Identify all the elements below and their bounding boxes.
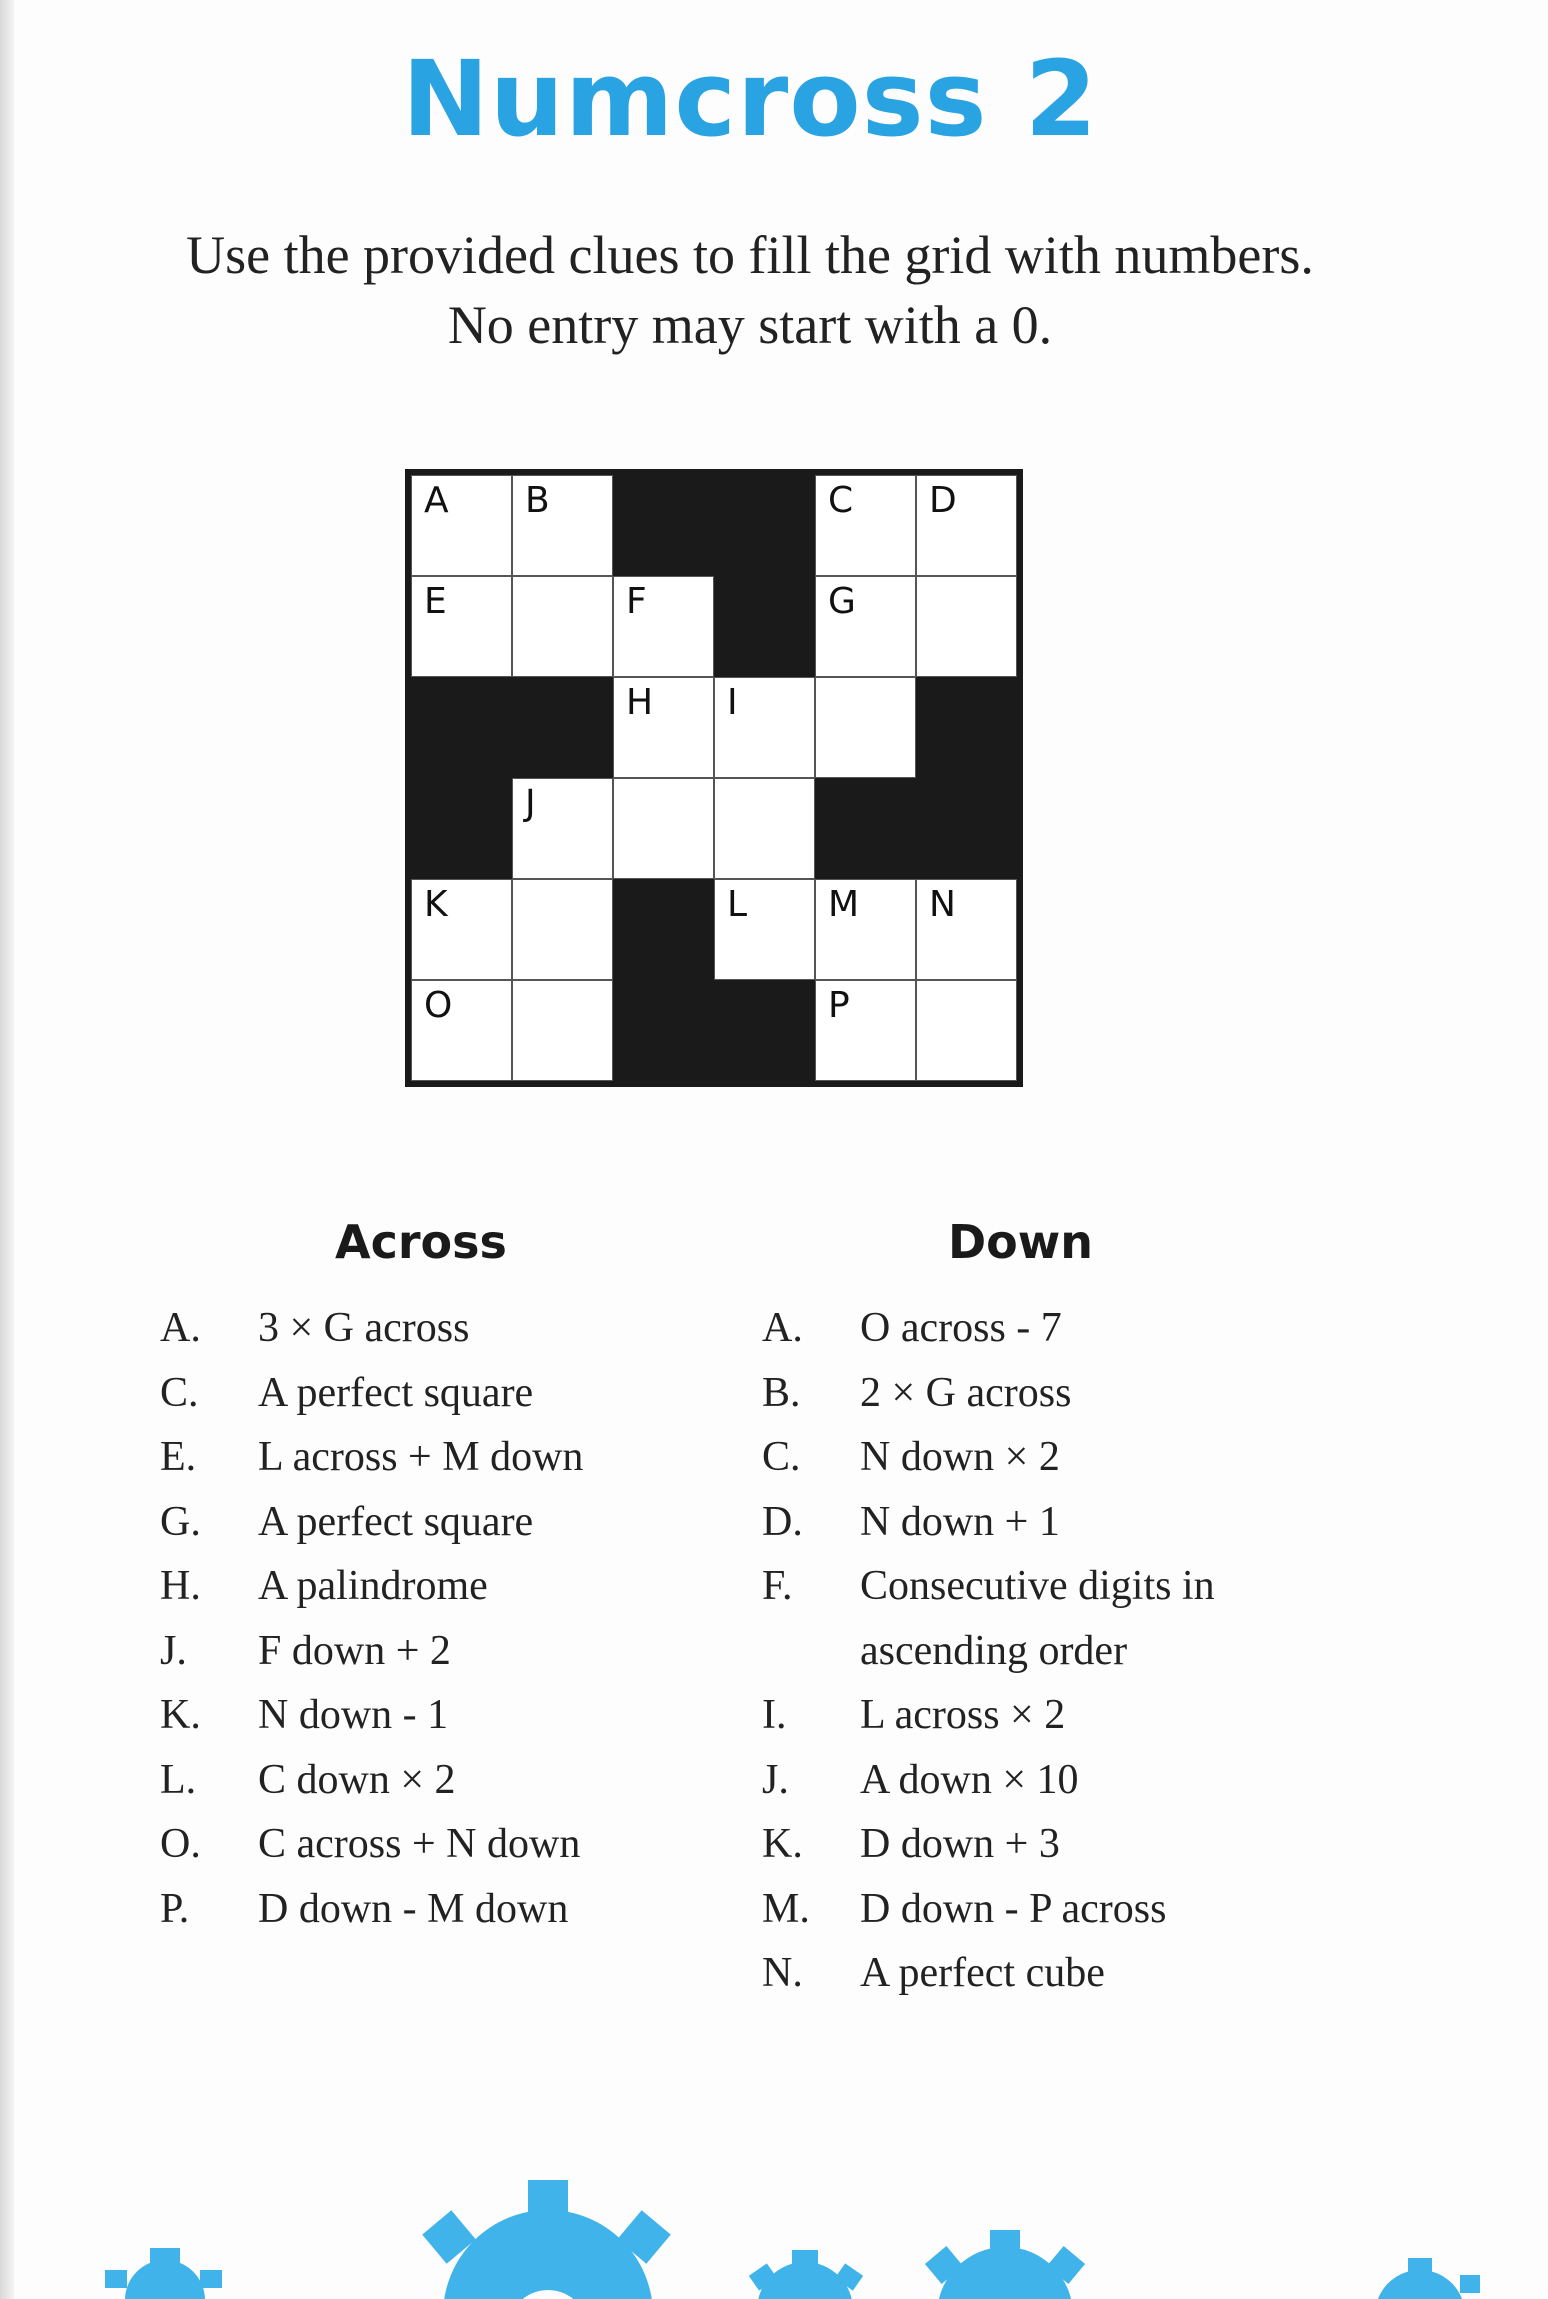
grid-cell[interactable] bbox=[613, 576, 714, 677]
down-clue-list bbox=[762, 1296, 1382, 2006]
clue-text: A perfect cube bbox=[860, 1950, 1105, 1996]
clue-label: O. bbox=[160, 1821, 201, 1867]
grid-cell-black bbox=[512, 677, 613, 778]
clue-text: 3 × G across bbox=[258, 1305, 470, 1351]
cell-label: O bbox=[424, 985, 453, 1026]
grid-cell[interactable] bbox=[512, 475, 613, 576]
down-clue bbox=[762, 1554, 1382, 1619]
clue-label: N. bbox=[762, 1950, 803, 1996]
gear-icon bbox=[749, 2250, 863, 2299]
cell-label: K bbox=[424, 884, 448, 925]
clue-label: C. bbox=[762, 1434, 801, 1480]
clue-text: D down - M down bbox=[258, 1885, 569, 1932]
cell-label: J bbox=[525, 783, 536, 824]
cell-label: C bbox=[828, 480, 854, 521]
clue-text: A palindrome bbox=[258, 1563, 488, 1609]
grid-cell-black bbox=[916, 677, 1017, 778]
grid-cell[interactable] bbox=[815, 980, 916, 1081]
cell-label: M bbox=[828, 884, 860, 925]
gear-decoration bbox=[0, 2140, 1548, 2299]
across-clue bbox=[160, 1425, 680, 1490]
clue-text: 2 × G across bbox=[860, 1369, 1072, 1416]
cell-label: P bbox=[828, 985, 850, 1026]
down-clue bbox=[762, 1361, 1382, 1426]
clue-text: Consecutive digits in bbox=[860, 1563, 1215, 1609]
grid-cell[interactable] bbox=[815, 475, 916, 576]
down-clue bbox=[762, 1748, 1382, 1813]
grid-cell[interactable] bbox=[815, 677, 916, 778]
across-clue bbox=[160, 1877, 680, 1942]
cell-label: E bbox=[424, 581, 447, 622]
cell-label: H bbox=[626, 682, 654, 723]
clue-label: K. bbox=[762, 1821, 803, 1867]
clue-text: L across + M down bbox=[258, 1434, 584, 1480]
clue-label: P. bbox=[160, 1885, 190, 1932]
clue-text: O across - 7 bbox=[860, 1305, 1062, 1351]
clue-text: A perfect square bbox=[258, 1498, 534, 1545]
grid-cell-black bbox=[714, 475, 815, 576]
clue-text: F down + 2 bbox=[258, 1627, 451, 1674]
clue-text: A down × 10 bbox=[860, 1756, 1079, 1803]
cell-label: I bbox=[727, 682, 738, 723]
grid-cell[interactable] bbox=[916, 576, 1017, 677]
down-heading: Down bbox=[948, 1215, 1094, 1269]
grid-cell-black bbox=[613, 475, 714, 576]
grid-cell-black bbox=[613, 980, 714, 1081]
down-clue bbox=[762, 1812, 1382, 1877]
clue-label: H. bbox=[160, 1563, 201, 1609]
grid-cell[interactable] bbox=[613, 778, 714, 879]
grid-cell-black bbox=[613, 879, 714, 980]
cell-label: B bbox=[525, 480, 550, 521]
grid-cell[interactable] bbox=[411, 879, 512, 980]
gear-icon bbox=[105, 2248, 222, 2299]
down-clue bbox=[762, 1877, 1382, 1942]
grid-cell[interactable] bbox=[512, 980, 613, 1081]
grid-cell[interactable] bbox=[815, 576, 916, 677]
grid-cell-black bbox=[411, 677, 512, 778]
grid-cell[interactable] bbox=[714, 778, 815, 879]
grid-cell-black bbox=[714, 576, 815, 677]
gear-icon bbox=[925, 2230, 1085, 2299]
grid-cell-black bbox=[714, 980, 815, 1081]
grid-cell[interactable] bbox=[512, 576, 613, 677]
clue-text: L across × 2 bbox=[860, 1692, 1066, 1738]
grid-cell[interactable] bbox=[714, 879, 815, 980]
gear-icon bbox=[1375, 2258, 1480, 2299]
grid-cell[interactable] bbox=[411, 475, 512, 576]
across-clue bbox=[160, 1361, 680, 1426]
down-clue bbox=[762, 1683, 1382, 1748]
clue-text: C across + N down bbox=[258, 1821, 581, 1867]
clue-label: E. bbox=[160, 1434, 197, 1480]
clue-text: N down + 1 bbox=[860, 1498, 1060, 1545]
cell-label: A bbox=[424, 480, 449, 521]
grid-cell-black bbox=[916, 778, 1017, 879]
grid-cell[interactable] bbox=[613, 677, 714, 778]
grid-cell[interactable] bbox=[411, 980, 512, 1081]
clue-label: A. bbox=[762, 1305, 803, 1351]
clue-label: I. bbox=[762, 1692, 787, 1738]
grid-cell[interactable] bbox=[411, 576, 512, 677]
cell-label: L bbox=[727, 884, 748, 925]
grid-cell[interactable] bbox=[815, 879, 916, 980]
clue-text: N down × 2 bbox=[860, 1434, 1060, 1480]
clue-text: A perfect square bbox=[258, 1369, 534, 1416]
down-clue bbox=[762, 1941, 1382, 2006]
clue-label: K. bbox=[160, 1692, 201, 1738]
instructions: Use the provided clues to fill the grid with numbers. No entry may start with a 0. bbox=[186, 225, 1314, 355]
across-clue bbox=[160, 1812, 680, 1877]
clue-text: C down × 2 bbox=[258, 1756, 456, 1803]
across-clue bbox=[160, 1296, 680, 1361]
cell-label: N bbox=[929, 884, 956, 925]
clue-label: B. bbox=[762, 1369, 801, 1416]
clue-label: F. bbox=[762, 1563, 793, 1609]
gear-icon bbox=[422, 2180, 671, 2299]
numcross-grid bbox=[405, 469, 1023, 1087]
cell-label: G bbox=[828, 581, 856, 622]
clue-label: D. bbox=[762, 1498, 803, 1545]
grid-cell[interactable] bbox=[916, 980, 1017, 1081]
across-clue bbox=[160, 1490, 680, 1555]
across-clue-list bbox=[160, 1296, 680, 1941]
grid-cell-black bbox=[411, 778, 512, 879]
cell-label: D bbox=[929, 480, 957, 521]
grid-cell[interactable] bbox=[916, 475, 1017, 576]
grid-cell[interactable] bbox=[512, 879, 613, 980]
down-clue bbox=[762, 1490, 1382, 1555]
clue-label: G. bbox=[160, 1498, 201, 1545]
grid-cell[interactable] bbox=[916, 879, 1017, 980]
across-clue bbox=[160, 1748, 680, 1813]
across-clue bbox=[160, 1619, 680, 1684]
clue-text: D down + 3 bbox=[860, 1821, 1060, 1867]
clue-label: M. bbox=[762, 1885, 810, 1932]
down-clue bbox=[762, 1296, 1382, 1361]
across-clue bbox=[160, 1683, 680, 1748]
cell-label: F bbox=[626, 581, 647, 622]
clue-label: A. bbox=[160, 1305, 201, 1351]
clue-label: J. bbox=[160, 1627, 187, 1674]
grid-cell[interactable] bbox=[714, 677, 815, 778]
page-title: Numcross 2 bbox=[401, 38, 1099, 160]
across-heading: Across bbox=[335, 1215, 507, 1269]
clue-text-continuation: ascending order bbox=[860, 1627, 1128, 1674]
grid-cell-black bbox=[815, 778, 916, 879]
across-clue bbox=[160, 1554, 680, 1619]
clue-label: J. bbox=[762, 1756, 789, 1803]
clue-label: C. bbox=[160, 1369, 199, 1416]
down-clue bbox=[762, 1425, 1382, 1490]
down-clue-continuation bbox=[762, 1619, 1382, 1684]
clue-text: N down - 1 bbox=[258, 1692, 449, 1738]
page-edge-shadow bbox=[0, 0, 14, 2299]
clue-label: L. bbox=[160, 1756, 197, 1803]
grid-cell[interactable] bbox=[512, 778, 613, 879]
clue-text: D down - P across bbox=[860, 1885, 1167, 1932]
